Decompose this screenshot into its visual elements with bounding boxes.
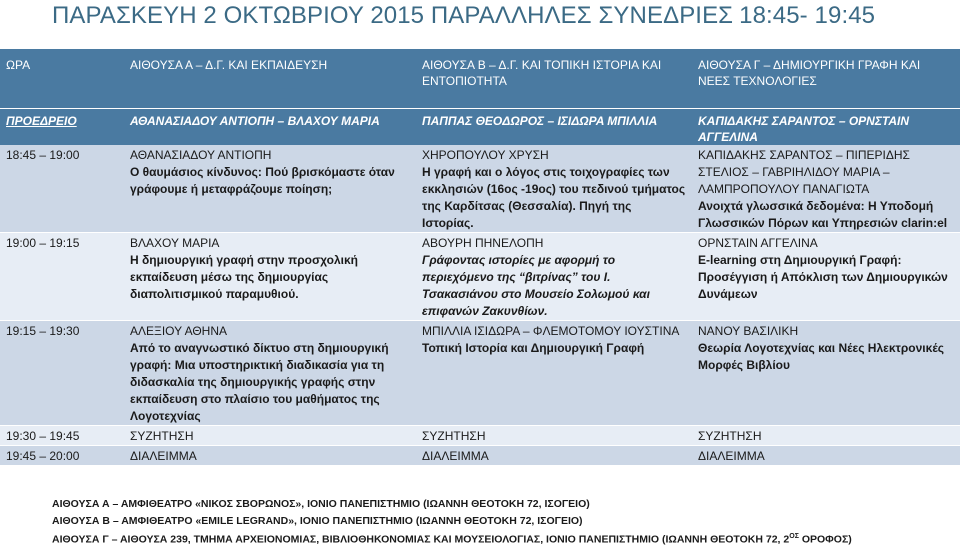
session-title: Ο θαυμάσιος κίνδυνος: Πού βρισκόμαστε όταν γράφουμε ή μεταφράζουμε ποίηση; <box>130 165 395 196</box>
table-row <box>0 446 960 466</box>
session-time: 19:15 – 19:30 <box>0 321 124 426</box>
chairs-room-c: ΚΑΠΙΔΑΚΗΣ ΣΑΡΑΝΤΟΣ – ΟΡΝΣΤΑΙΝ ΑΓΓΕΛΙΝΑ <box>692 109 960 145</box>
session-title: Ανοιχτά γλωσσικά δεδομένα: Η Υποδομή Γλωσσικών Πόρων και Υπηρεσιών clarin:el <box>698 199 948 230</box>
session-title: E-learning στη Δημιουργική Γραφή: Προσέγγιση ή Απόκλιση των Δημιουργικών Δυνάμεων <box>698 253 948 301</box>
session-author: ΝΑΝΟΥ ΒΑΣΙΛΙΚΗ <box>698 324 799 338</box>
session-author: ΧΗΡΟΠΟΥΛΟΥ ΧΡΥΣΗ <box>422 148 549 162</box>
chairs-row <box>0 109 960 145</box>
session-time: 18:45 – 19:00 <box>0 145 124 233</box>
venue-line-c-end: ΟΡΟΦΟΣ) <box>798 533 852 546</box>
chairs-room-a: ΑΘΑΝΑΣΙΑΔΟΥ ΑΝΤΙΟΠΗ – ΒΛΑΧΟΥ ΜΑΡΙΑ <box>124 109 416 145</box>
session-time: 19:30 – 19:45 <box>0 426 124 446</box>
session-title: Θεωρία Λογοτεχνίας και Νέες Ηλεκτρονικές Μορφές Βιβλίου <box>698 341 944 372</box>
session-author: ΑΒΟΥΡΗ ΠΗΝΕΛΟΠΗ <box>422 236 544 250</box>
session-author: ΚΑΠΙΔΑΚΗΣ ΣΑΡΑΝΤΟΣ – ΠΙΠΕΡΙΔΗΣ ΣΤΕΛΙΟΣ – ΓΑΒΡΙΗΛΙΔΟΥ ΜΑΡΙΑ – ΛΑΜΠΡΟΠΟΥΛΟΥ ΠΑΝΑΓΙΩΤΑ <box>698 148 910 196</box>
session-b <box>416 233 692 321</box>
venue-footer <box>52 496 852 548</box>
header-row <box>0 49 960 109</box>
venue-line-c-text: ΑΙΘΟΥΣΑ Γ – ΑΙΘΟΥΣΑ 239, ΤΜΗΜΑ ΑΡΧΕΙΟΝΟΜΙΑΣ, ΒΙΒΛΙΟΘΗΚΟΝΟΜΙΑΣ ΚΑΙ ΜΟΥΣΕΙΟΛΟΓΙΑΣ, ΙΟΝΙΟ ΠΑΝΕΠΙΣΤΗΜΙΟ (ΙΩΑΝΝΗ ΘΕΟΤΟΚΗ 72, 2 <box>52 533 790 546</box>
header-room-b: ΑΙΘΟΥΣΑ Β – Δ.Γ. ΚΑΙ ΤΟΠΙΚΗ ΙΣΤΟΡΙΑ ΚΑΙ ΕΝΤΟΠΙΟΤΗΤΑ <box>416 49 692 109</box>
session-title: Από το αναγνωστικό δίκτυο στη δημιουργική γραφή: Μια υποστηρικτική διαδικασία για τη διδασκαλία της δημιουργικής γραφής στην εκπαίδευση στο πλαίσιο του μαθήματος της Λογοτεχνίας <box>130 341 389 423</box>
venue-line-a: ΑΙΘΟΥΣΑ Α – ΑΜΦΙΘΕΑΤΡΟ «ΝΙΚΟΣ ΣΒΟΡΩΝΟΣ», ΙΟΝΙΟ ΠΑΝΕΠΙΣΤΗΜΙΟ (ΙΩΑΝΝΗ ΘΕΟΤΟΚΗ 72, ΙΣΟΓΕΙΟ) <box>52 498 590 510</box>
session-b: ΔΙΑΛΕΙΜΜΑ <box>416 446 692 466</box>
session-title: Η γραφή και ο λόγος στις τοιχογραφίες των εκκλησιών (16ος -19ος) του πεδινού τμήματος της Καρδίτσας (Θεσσαλία). Πηγή της Ιστορίας. <box>422 165 686 230</box>
session-c: ΣΥΖΗΤΗΣΗ <box>692 426 960 446</box>
session-b <box>416 145 692 233</box>
chairs-label: ΠΡΟΕΔΡΕΙΟ <box>0 109 124 145</box>
session-author: ΒΛΑΧΟΥ ΜΑΡΙΑ <box>130 236 220 250</box>
session-a <box>124 145 416 233</box>
session-c <box>692 145 960 233</box>
session-title: Τοπική Ιστορία και Δημιουργική Γραφή <box>422 341 645 355</box>
venue-line-c <box>52 529 852 548</box>
schedule-table <box>0 49 960 466</box>
session-c <box>692 321 960 426</box>
floor-superscript: ΟΣ <box>789 533 799 540</box>
table-row <box>0 233 960 321</box>
session-b <box>416 321 692 426</box>
table-row <box>0 426 960 446</box>
chairs-room-b: ΠΑΠΠΑΣ ΘΕΟΔΩΡΟΣ – ΙΣΙΔΩΡΑ ΜΠΙΛΛΙΑ <box>416 109 692 145</box>
session-author: ΑΘΑΝΑΣΙΑΔΟΥ ΑΝΤΙΟΠΗ <box>130 148 272 162</box>
session-b: ΣΥΖΗΤΗΣΗ <box>416 426 692 446</box>
session-a <box>124 233 416 321</box>
session-a: ΣΥΖΗΤΗΣΗ <box>124 426 416 446</box>
session-author: ΟΡΝΣΤΑΙΝ ΑΓΓΕΛΙΝΑ <box>698 236 818 250</box>
venue-line-b: ΑΙΘΟΥΣΑ Β – ΑΜΦΙΘΕΑΤΡΟ «EMILE LEGRAND», ΙΟΝΙΟ ΠΑΝΕΠΙΣΤΗΜΙΟ (ΙΩΑΝΝΗ ΘΕΟΤΟΚΗ 72, ΙΣΟΓΕΙΟ) <box>52 514 583 527</box>
session-time: 19:45 – 20:00 <box>0 446 124 466</box>
session-c <box>692 233 960 321</box>
header-time: ΩΡΑ <box>0 49 124 109</box>
page-title <box>52 2 875 30</box>
header-room-c: ΑΙΘΟΥΣΑ Γ – ΔΗΜΙΟΥΡΓΙΚΗ ΓΡΑΦΗ ΚΑΙ ΝΕΕΣ ΤΕΧΝΟΛΟΓΙΕΣ <box>692 49 960 109</box>
session-author: ΜΠΙΛΛΙΑ ΙΣΙΔΩΡΑ – ΦΛΕΜΟΤΟΜΟΥ ΙΟΥΣΤΙΝΑ <box>422 324 680 338</box>
session-author: ΑΛΕΞΙΟΥ ΑΘΗΝΑ <box>130 324 227 338</box>
session-a <box>124 321 416 426</box>
table-row <box>0 145 960 233</box>
session-c: ΔΙΑΛΕΙΜΜΑ <box>692 446 960 466</box>
page-title-time: 18:45- 19:45 <box>739 2 876 29</box>
session-time: 19:00 – 19:15 <box>0 233 124 321</box>
page-title-text: ΠΑΡΑΣΚΕΥΗ 2 ΟΚΤΩΒΡΙΟΥ 2015 ΠΑΡΑΛΛΗΛΕΣ ΣΥΝΕΔΡΙΕΣ <box>52 2 734 29</box>
session-a: ΔΙΑΛΕΙΜΜΑ <box>124 446 416 466</box>
header-room-a: ΑΙΘΟΥΣΑ Α – Δ.Γ. ΚΑΙ ΕΚΠΑΙΔΕΥΣΗ <box>124 49 416 109</box>
session-title: Η δημιουργική γραφή στην προσχολική εκπαίδευση μέσω της δημιουργίας διαπολιτισμικού παραμυθιού. <box>130 253 358 301</box>
table-row <box>0 321 960 426</box>
session-title: Γράφοντας ιστορίες με αφορμή το περιεχόμενο της “βιτρίνας” του Ι. Τσακασιάνου στο Μουσείο Σολωμού και επιφανών Ζακυνθίων. <box>422 253 650 318</box>
